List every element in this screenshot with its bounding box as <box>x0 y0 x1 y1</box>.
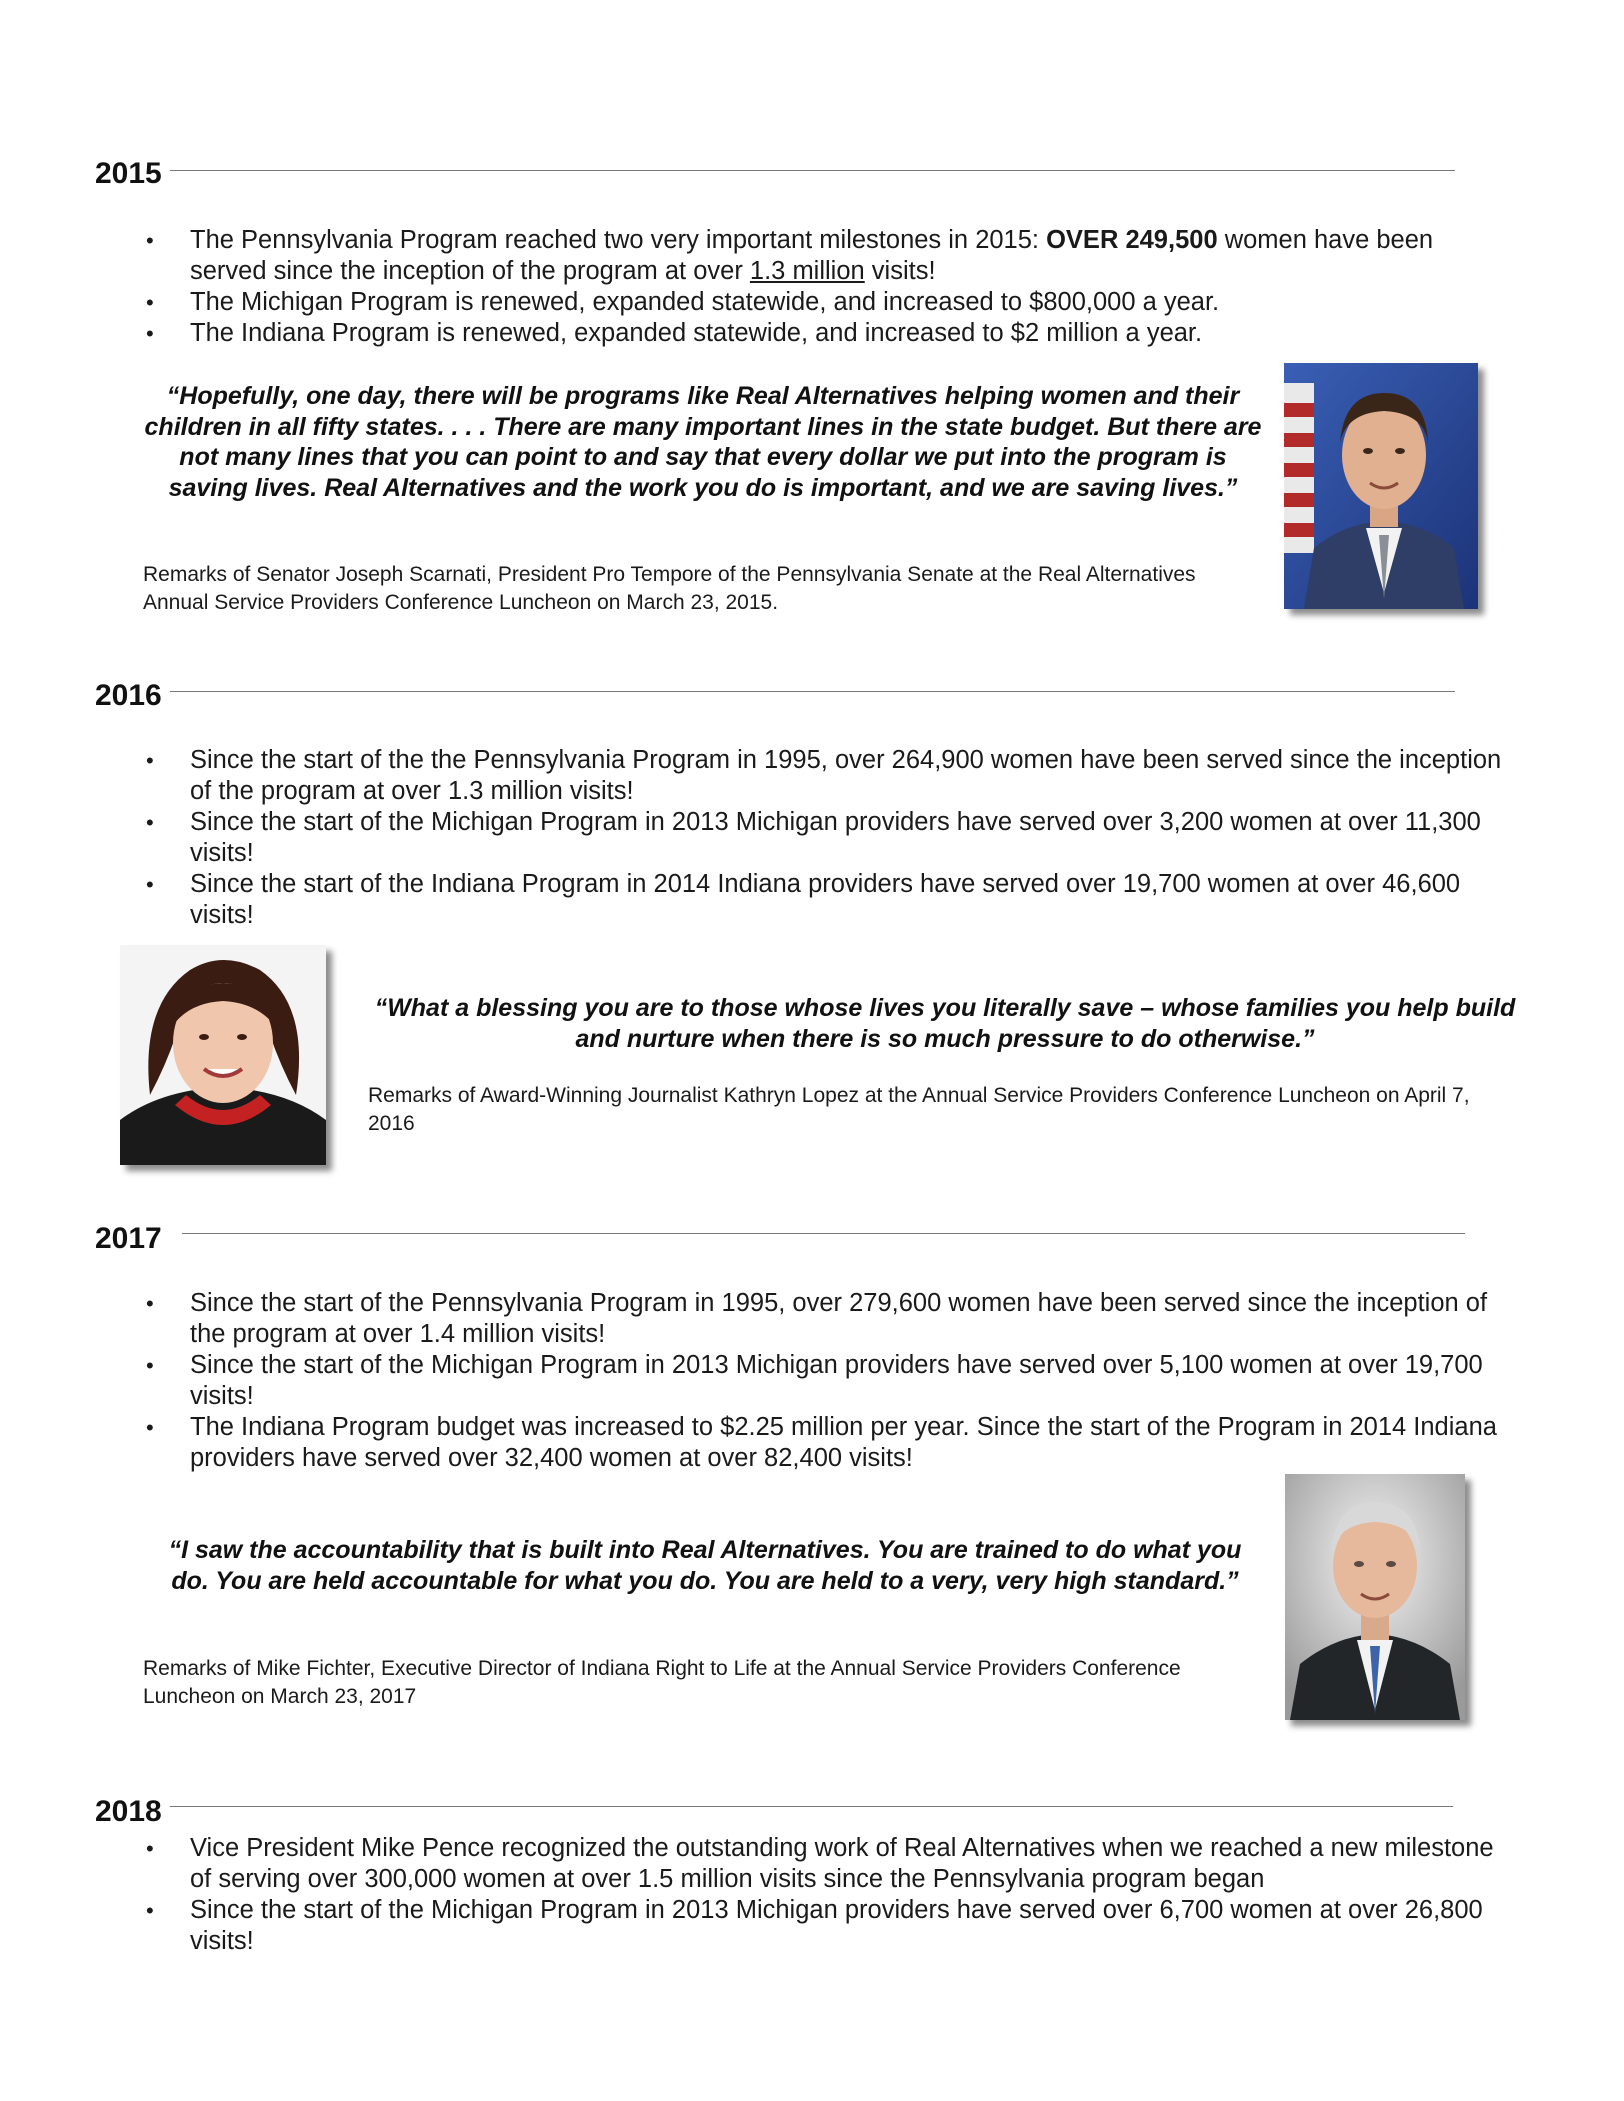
list-item: • The Pennsylvania Program reached two very important milestones in 2015: OVER 249,500 women have been served since the inception of the program at over 1.3 million visits! <box>140 225 1480 287</box>
attribution-2016: Remarks of Award-Winning Journalist Kathryn Lopez at the Annual Service Providers Conference Luncheon on April 7, 2016 <box>368 1084 1470 1135</box>
flag-graphic <box>1284 383 1314 553</box>
bullet-list-2018 <box>140 1833 1520 1957</box>
list-item: • Since the start of the Indiana Program in 2014 Indiana providers have served over 19,700 women at over 46,600 visits! <box>140 869 1520 931</box>
list-item: • Since the start of the the Pennsylvania Program in 1995, over 264,900 women have been served since the inception of the program at over 1.3 million visits! <box>140 745 1520 807</box>
highlight-count: OVER 249,500 <box>1046 226 1218 254</box>
portrait-photo-scarnati <box>1284 363 1478 609</box>
list-item: • The Michigan Program is renewed, expanded statewide, and increased to $800,000 a year. <box>140 287 1480 318</box>
underlined-visits: 1.3 million <box>749 257 865 285</box>
list-item: • Vice President Mike Pence recognized the outstanding work of Real Alternatives when we reached a new milestone of serving over 300,000 women at over 1.5 million visits since the Pennsylvania program began <box>140 1833 1520 1895</box>
list-item: • Since the start of the Pennsylvania Program in 1995, over 279,600 women have been served since the inception of the program at over 1.4 million visits! <box>140 1288 1520 1350</box>
attribution-2015: Remarks of Senator Joseph Scarnati, President Pro Tempore of the Pennsylvania Senate at the Real Alternatives Annual Service Providers Conference Luncheon on March 23, 2015. <box>143 563 1196 614</box>
year-heading-2016: 2016 <box>95 679 162 712</box>
bullet-list-2016 <box>140 745 1520 931</box>
section-divider <box>170 170 1455 171</box>
list-item: • Since the start of the Michigan Program in 2013 Michigan providers have served over 5,100 women at over 19,700 visits! <box>140 1350 1520 1412</box>
quote-2016: “What a blessing you are to those whose lives you literally save – whose families you help build and nurture when there is so much pressure to do otherwise.” <box>374 994 1516 1053</box>
year-heading-2015: 2015 <box>95 157 162 190</box>
bullet-list-2017 <box>140 1288 1520 1474</box>
section-divider <box>182 1233 1465 1234</box>
portrait-photo-lopez <box>120 945 326 1165</box>
list-item: • The Indiana Program budget was increased to $2.25 million per year. Since the start of the Program in 2014 Indiana providers have served over 32,400 women at over 82,400 visits! <box>140 1412 1520 1474</box>
list-item: • Since the start of the Michigan Program in 2013 Michigan providers have served over 6,700 women at over 26,800 visits! <box>140 1895 1520 1957</box>
attribution-2017: Remarks of Mike Fichter, Executive Director of Indiana Right to Life at the Annual Service Providers Conference Luncheon on March 23, 2017 <box>143 1657 1181 1708</box>
section-divider <box>170 691 1455 692</box>
list-item: • Since the start of the Michigan Program in 2013 Michigan providers have served over 3,200 women at over 11,300 visits! <box>140 807 1520 869</box>
year-heading-2018: 2018 <box>95 1795 162 1828</box>
list-item: • The Indiana Program is renewed, expanded statewide, and increased to $2 million a year. <box>140 318 1480 349</box>
portrait-photo-fichter <box>1285 1474 1465 1720</box>
section-divider <box>170 1806 1453 1807</box>
year-heading-2017: 2017 <box>95 1222 162 1255</box>
quote-2015: “Hopefully, one day, there will be programs like Real Alternatives helping women and their children in all fifty states. . . . There are many important lines in the state budget. But there are not many lines that you can point to and say that every dollar we put into the program is saving lives. Real Alternatives and the work you do is important, and we are saving lives.” <box>144 382 1262 502</box>
quote-2017: “I saw the accountability that is built into Real Alternatives. You are trained to do what you do. You are held accountable for what you do. You are held to a very, very high standard.” <box>168 1536 1242 1595</box>
bullet-list-2015 <box>140 225 1480 349</box>
